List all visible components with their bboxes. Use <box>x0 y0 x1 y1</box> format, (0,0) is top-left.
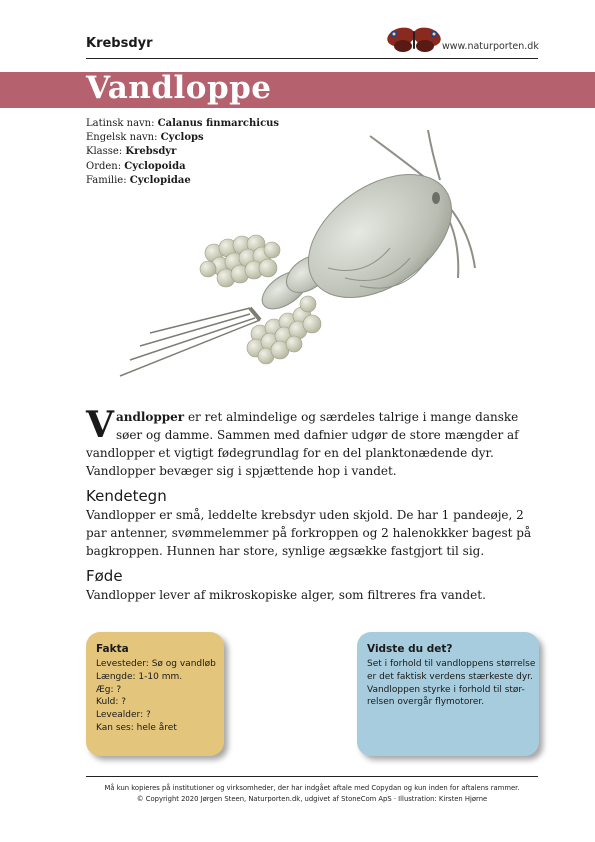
vidste-title: Vidste du det? <box>367 643 453 655</box>
fakta-title: Fakta <box>96 643 129 655</box>
footer-license: Må kun kopieres på institutioner og virksomheder, der har indgået aftale med Copydan og kun inden for aftalens rammer. <box>104 784 520 792</box>
info-class: Klasse: Krebsdyr <box>86 146 177 158</box>
butterfly-logo-icon <box>384 26 444 54</box>
fakta-list <box>96 658 216 735</box>
info-latin: Latinsk navn: Calanus finmarchicus <box>86 118 280 129</box>
vidste-line: Set i forhold til vandloppens størrelse <box>367 659 536 669</box>
vidste-line: relsen overgår flymotorer. <box>367 697 485 708</box>
fakta-item: Kuld: ? <box>96 697 127 708</box>
category-label: Krebsdyr <box>86 36 153 51</box>
fakta-box <box>86 632 224 756</box>
vidste-du-det-box <box>357 632 539 756</box>
fakta-item: Æg: ? <box>96 684 122 695</box>
drop-cap: V <box>86 404 114 446</box>
footer-copyright: © Copyright 2020 Jørgen Steen, Naturporten.dk, udgivet af StoneCom ApS · Illustration: Kirsten Hjørne <box>136 795 488 803</box>
info-family: Familie: Cyclopidae <box>86 174 191 186</box>
info-order: Orden: Cyclopoida <box>86 160 186 172</box>
heading-fode: Føde <box>86 567 123 585</box>
vidste-line: er det faktisk verdens stærkeste dyr. <box>367 671 533 682</box>
page-title: Vandloppe <box>86 70 272 106</box>
fakta-item: Levesteder: Sø og vandløb <box>96 659 216 669</box>
footer-divider <box>86 776 538 777</box>
vidste-line: Vandloppen styrke i forhold til stør- <box>367 684 525 695</box>
fakta-item: Levealder: ? <box>96 710 151 721</box>
site-url: www.naturporten.dk <box>442 41 539 52</box>
copepod-illustration <box>110 128 480 390</box>
heading-kendetegn: Kendetegn <box>86 487 167 505</box>
vidste-text <box>367 658 535 709</box>
info-english: Engelsk navn: Cyclops <box>86 132 204 144</box>
fakta-item: Kan ses: hele året <box>96 722 177 733</box>
paragraph-fode: Vandlopper lever af mikroskopiske alger, som filtreres fra vandet. <box>86 588 486 602</box>
intro-text: er ret almindelige og særdeles talrige i mange danske søer og damme. Sammen med dafnier udgør de store mængder af vandlopper et vigtigt fødegrundlag for en del planktonædende dyr. Vandlopper bevæger sig i spjættende hop i vandet. <box>86 410 519 478</box>
paragraph-kendetegn: Vandlopper er små, leddelte krebsdyr uden skjold. De har 1 pandeøje, 2 par antenner, svømmelemmer på forkroppen og 2 halenokkker bagest på bagkroppen. Hunnen har store, synlige ægsække fastgjort til sig. <box>86 508 532 558</box>
intro-lead: andlopper <box>115 410 185 424</box>
intro-paragraph <box>86 404 538 480</box>
fakta-item: Længde: 1-10 mm. <box>96 671 183 682</box>
header-divider <box>86 58 538 59</box>
